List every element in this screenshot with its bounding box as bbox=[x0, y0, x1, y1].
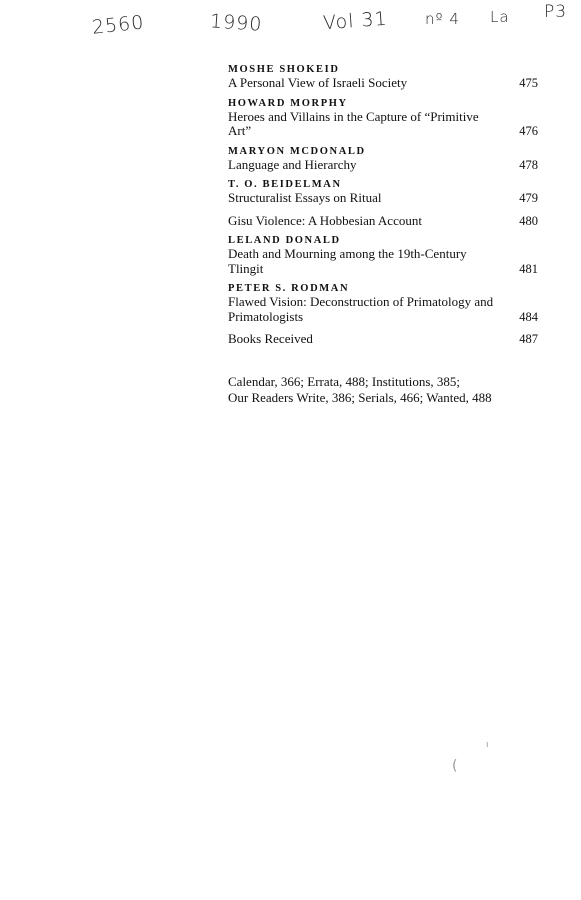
annotation-number: 2560 bbox=[90, 11, 146, 39]
entry-author: LELAND DONALD bbox=[228, 235, 341, 246]
annotation-la: La bbox=[490, 8, 510, 26]
entry-page: 481 bbox=[519, 261, 538, 276]
table-of-contents bbox=[228, 64, 538, 354]
entry-title: Structuralist Essays on Ritual bbox=[228, 190, 382, 205]
toc-entry bbox=[228, 235, 538, 276]
scan-speck: ı bbox=[486, 740, 489, 750]
entry-title: Gisu Violence: A Hobbesian Account bbox=[228, 212, 422, 228]
entry-page: 476 bbox=[519, 124, 538, 138]
toc-entry bbox=[228, 64, 538, 91]
departments-index bbox=[228, 374, 548, 406]
entry-page: 479 bbox=[519, 191, 538, 205]
entry-title: Death and Mourning among the 19th-Century Tlingit bbox=[228, 246, 467, 276]
entry-title: A Personal View of Israeli Society bbox=[228, 75, 408, 90]
departments-line: Our Readers Write, 386; Serials, 466; Wanted, 488 bbox=[228, 390, 492, 405]
annotation-issue: nº 4 bbox=[425, 10, 460, 28]
toc-entry bbox=[228, 98, 538, 139]
annotation-year: 1990 bbox=[209, 10, 264, 36]
toc-entry bbox=[228, 146, 538, 173]
entry-title: Flawed Vision: Deconstruction of Primatology and Primatologists bbox=[228, 294, 494, 324]
entry-page: 478 bbox=[519, 157, 538, 172]
departments-line: Calendar, 366; Errata, 488; Institutions, 385; bbox=[228, 374, 460, 389]
entry-title: Heroes and Villains in the Capture of “Primitive Art” bbox=[228, 108, 479, 138]
toc-entry bbox=[228, 332, 538, 347]
entry-page: 480 bbox=[519, 213, 538, 228]
entry-author: MOSHE SHOKEID bbox=[228, 64, 340, 75]
scan-speck: ( bbox=[452, 758, 458, 774]
entry-author: PETER S. RODMAN bbox=[228, 283, 350, 294]
entry-author: HOWARD MORPHY bbox=[228, 97, 348, 109]
entry-page: 484 bbox=[519, 309, 538, 324]
annotation-p3: P3 bbox=[544, 2, 568, 22]
entry-page: 475 bbox=[519, 76, 538, 90]
toc-entry bbox=[228, 283, 538, 324]
toc-entry bbox=[228, 214, 538, 229]
entry-page: 487 bbox=[519, 332, 538, 346]
toc-entry bbox=[228, 179, 538, 206]
entry-title: Language and Hierarchy bbox=[228, 156, 357, 172]
entry-author: T. O. BEIDELMAN bbox=[228, 179, 342, 190]
annotation-volume: Vol 31 bbox=[322, 7, 389, 35]
entry-title: Books Received bbox=[228, 331, 313, 346]
entry-author: MARYON MCDONALD bbox=[228, 145, 366, 157]
